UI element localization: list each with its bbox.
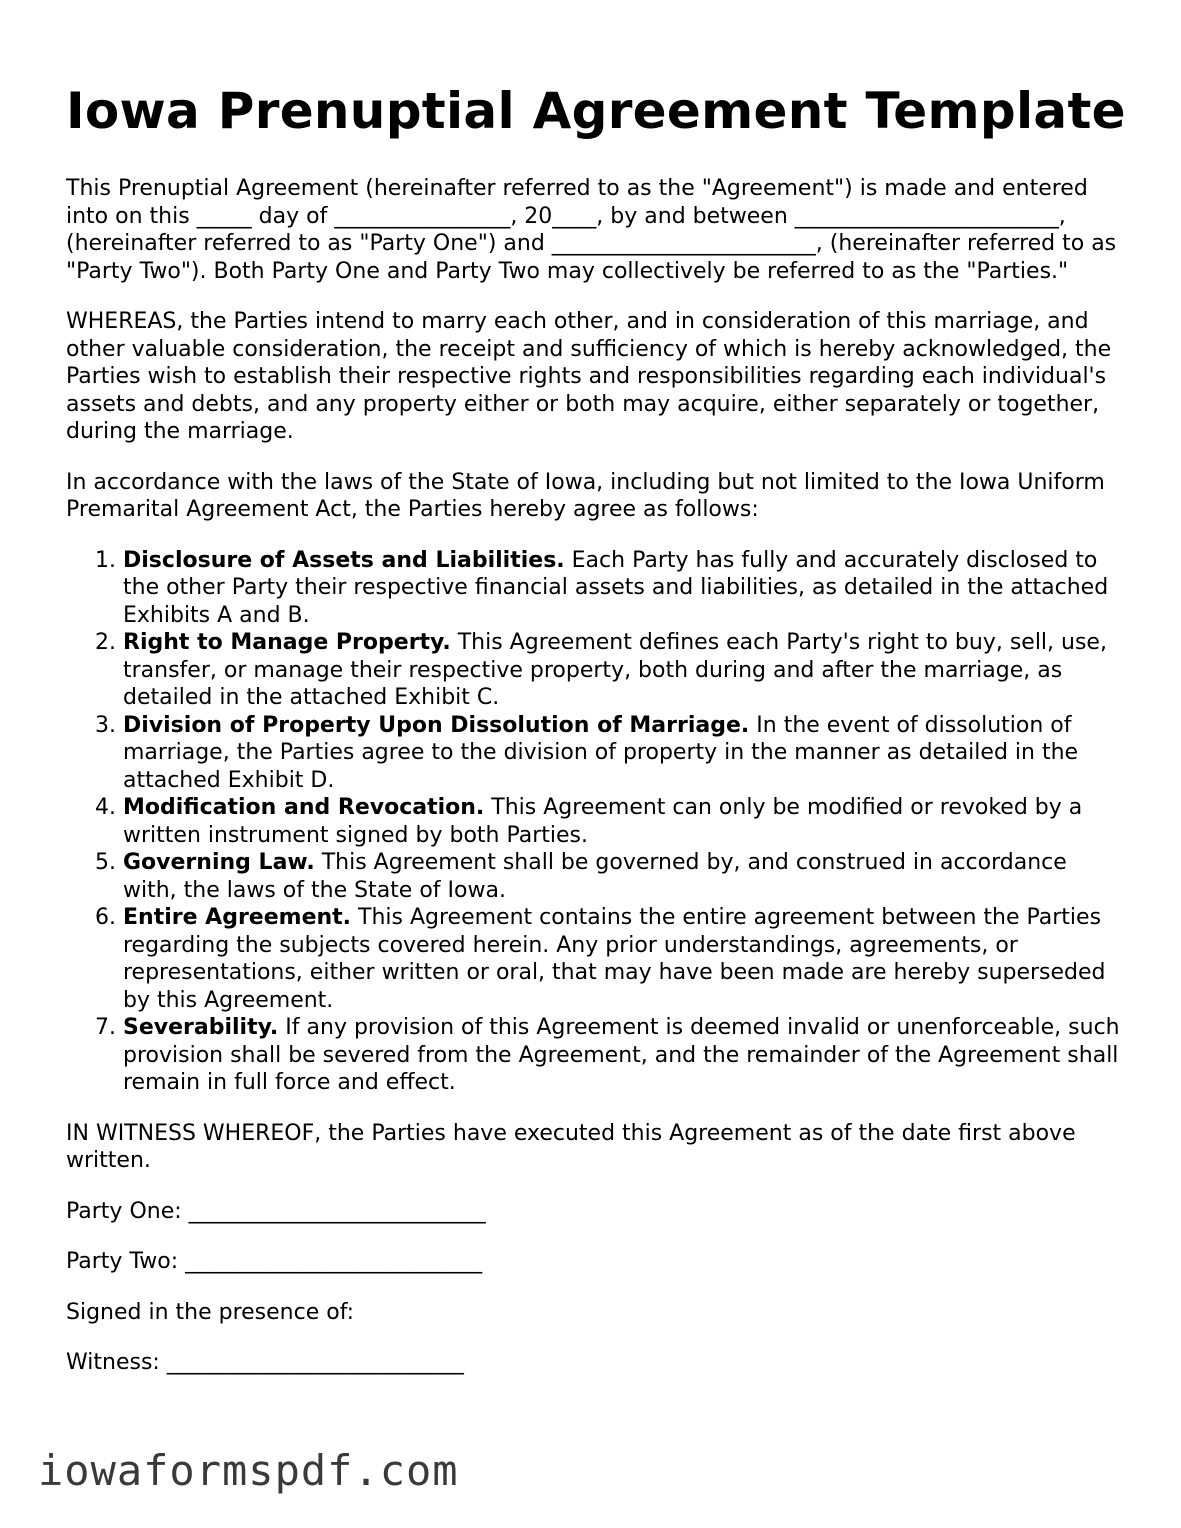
clause-text: Each Party has fully and accurately disclosed to the other Party their respective financial assets and liabilities, as detailed in the attached Exhibits A and B. bbox=[123, 547, 1109, 628]
clause-heading: Governing Law. bbox=[123, 850, 315, 875]
accordance-paragraph: In accordance with the laws of the State of Iowa, including but not limited to the Iowa Uniform Premarital Agreement Act, the Parties hereby agree as follows: bbox=[66, 469, 1105, 522]
clause-item bbox=[123, 712, 1126, 795]
clause-heading: Division of Property Upon Dissolution of Marriage. bbox=[123, 712, 750, 738]
clause-text: This Agreement defines each Party's right to buy, sell, use, transfer, or manage their respective property, both during and after the marriage, as detailed in the attached Exhibit C. bbox=[123, 630, 1107, 710]
clause-item bbox=[123, 794, 1126, 849]
clause-text: This Agreement can only be modified or revoked by a written instrument signed by both Parties. bbox=[123, 795, 1083, 848]
clause-text: In the event of dissolution of marriage, the Parties agree to the division of property in the manner as detailed in the attached Exhibit D. bbox=[123, 712, 1079, 793]
site-watermark: iowaformspdf.com bbox=[38, 1446, 459, 1495]
clause-heading: Right to Manage Property. bbox=[123, 630, 451, 655]
document-title: Iowa Prenuptial Agreement Template bbox=[66, 82, 1126, 140]
clause-text: This Agreement shall be governed by, and construed in accordance with, the laws of the State of Iowa. bbox=[123, 850, 1067, 903]
witness-signature-line: Witness: ___________________________ bbox=[66, 1350, 464, 1375]
party-two-signature-line: Party Two: ___________________________ bbox=[66, 1249, 483, 1274]
clause-item bbox=[123, 629, 1126, 712]
clause-heading: Severability. bbox=[123, 1015, 279, 1040]
clause-item bbox=[123, 849, 1126, 904]
document-page bbox=[66, 80, 1126, 1400]
clause-item bbox=[123, 1014, 1126, 1097]
presence-label: Signed in the presence of: bbox=[66, 1299, 355, 1325]
witness-clause: IN WITNESS WHEREOF, the Parties have executed this Agreement as of the date first above written. bbox=[66, 1120, 1076, 1173]
clause-item bbox=[123, 547, 1126, 630]
clause-list bbox=[66, 547, 1126, 1097]
intro-paragraph: This Prenuptial Agreement (hereinafter referred to as the "Agreement") is made and entered into on this _____ day of ________________, 20____, by and between ________________________, (hereinafter referred to as "Party One") and ________________________, (hereinafter referred to as "Party Two"). Both Party One and Party Two may collectively be referred to as the "Parties." bbox=[66, 176, 1117, 284]
clause-text: This Agreement contains the entire agreement between the Parties regarding the subjects covered herein. Any prior understandings, agreements, or representations, either written or oral, that may have been made are hereby superseded by this Agreement. bbox=[123, 905, 1106, 1013]
clause-heading: Disclosure of Assets and Liabilities. bbox=[123, 547, 565, 573]
clause-text: If any provision of this Agreement is deemed invalid or unenforceable, such provision shall be severed from the Agreement, and the remainder of the Agreement shall remain in full force and effect. bbox=[123, 1015, 1120, 1095]
clause-heading: Modification and Revocation. bbox=[123, 795, 485, 820]
whereas-paragraph: WHEREAS, the Parties intend to marry each other, and in consideration of this marriage, and other valuable consideration, the receipt and sufficiency of which is hereby acknowledged, the Parties wish to establish their respective rights and responsibilities regarding each individual's assets and debts, and any property either or both may acquire, either separately or together, during the marriage. bbox=[66, 309, 1112, 444]
party-one-signature-line: Party One: ___________________________ bbox=[66, 1198, 486, 1224]
clause-item bbox=[123, 904, 1126, 1014]
clause-heading: Entire Agreement. bbox=[123, 905, 352, 930]
